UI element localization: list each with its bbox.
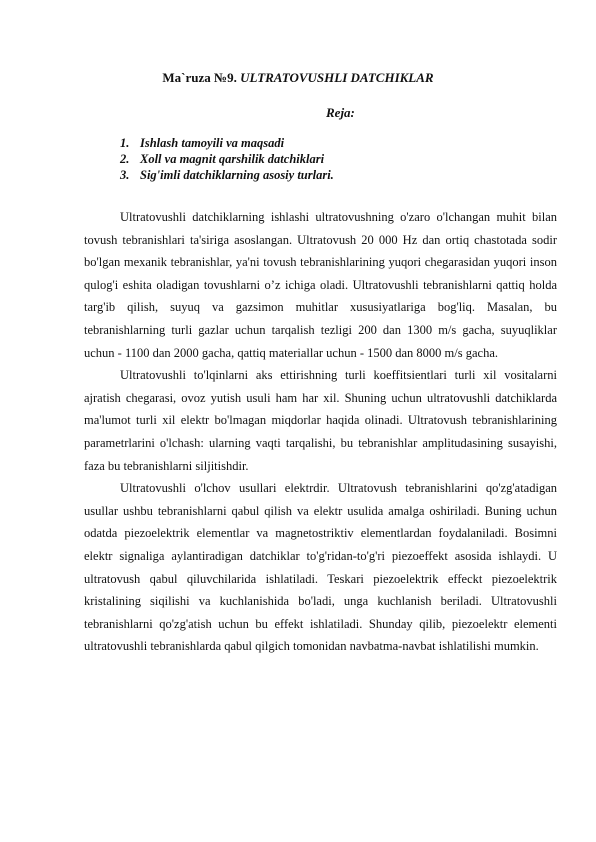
plan-item — [120, 167, 334, 183]
plan-item-text: Ishlash tamoyili va maqsadi — [140, 136, 285, 150]
plan-item-number: 2. — [120, 152, 130, 166]
lecture-title — [0, 70, 596, 86]
paragraph: Ultratovushli datchiklarning ishlashi ultratovushning o'zaro o'lchangan muhit bilan tovush tebranishlari ta'siriga asoslangan. Ultratovush 20 000 Hz dan ortiq chastotada sodir bo'lgan mexanik tebranishlar, ya'ni tovush tebranishlarining yuqori chegarasidan yuqori inson qulog'i eshita oladigan tovushlarni o’z ichiga oladi. Ultratovushli tebranishlarni qattiq holda targ'ib qilish, suyuq va gazsimon muhitlar xususiyatlariga bog'liq. Masalan, bu tebranishlarning turli gazlar uchun tarqalish tezligi 200 dan 1300 m/s gacha, suyuqliklar uchun - 1100 dan 2000 gacha, qattiq materiallar uchun - 1500 dan 8000 m/s gacha. — [84, 210, 557, 360]
plan-item-text: Xoll va magnit qarshilik datchiklari — [140, 152, 325, 166]
plan-item-number: 3. — [120, 168, 130, 182]
paragraph: Ultratovushli to'lqinlarni aks ettirishning turli koeffitsientlari turli xil vositalarni ajratish chegarasi, ovoz yutish usuli ham har xil. Shuning uchun ultratovushli datchiklarda ma'lumot turli xil elektr bo'lmagan miqdorlar haqida olinadi. Ultratovush tebranishlarining parametrlarini o'lchash: ularning vaqti tarqalishi, bu tebranishlar amplitudasining susayishi, faza bu tebranishlarni siljitishdir. — [84, 368, 557, 473]
plan-item-text: Sig'imli datchiklarning asosiy turlari. — [140, 168, 334, 182]
plan-item-number: 1. — [120, 136, 130, 150]
lecture-topic: ULTRATOVUSHLI DATCHIKLAR — [240, 70, 434, 85]
plan-item — [120, 135, 334, 151]
plan-heading: Reja: — [326, 105, 355, 120]
body-text — [84, 206, 557, 658]
plan-list — [120, 135, 334, 183]
lecture-number: Ma`ruza №9. — [162, 70, 237, 85]
paragraph: Ultratovushli o'lchov usullari elektrdir. Ultratovush tebranishlarini qo'zg'atadigan usullar ushbu tebranishlarni qabul qilish va elektr usulida amalga oshiriladi. Buning uchun odatda piezoelektrik elementlar va magnetostriktiv elementlardan foydalaniladi. Bosimni elektr signaliga aylantiradigan datchiklar to'g'ridan-to'g'ri piezoeffekt asosida ishlaydi. U ultratovush qabul qiluvchilarida ishlatiladi. Teskari piezoelektrik effeckt piezoelektrik kristalining siqilishi va kuchlanishida bo'ladi, unga kuchlanish beriladi. Ultratovushli tebranishlarni qo'zg'atish uchun bu effekt ishlatiladi. Shunday qilib, piezoelektr elementi ultratovushli tebranishlarda qabul qilgich tomonidan navbatma-navbat ishlatilishi mumkin. — [84, 481, 557, 654]
plan-item — [120, 151, 334, 167]
